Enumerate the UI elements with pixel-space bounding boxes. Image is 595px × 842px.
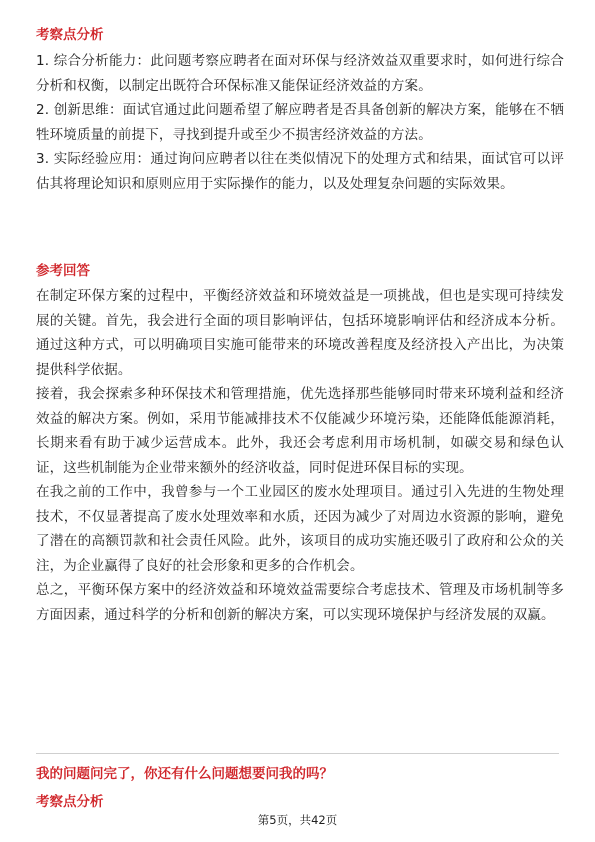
section-2-body: [36, 284, 564, 627]
analysis-item: 2. 创新思维：面试官通过此问题希望了解应聘者是否具备创新的解决方案，能够在不牺牲环境质量的前提下，寻找到提升或至少不损害经济效益的方法。: [36, 102, 564, 143]
section-1-body: [36, 49, 564, 196]
answer-paragraph: 接着，我会探索多种环保技术和管理措施，优先选择那些能够同时带来环境利益和经济效益的解决方案。例如，采用节能减排技术不仅能减少环境污染，还能降低能源消耗，长期来看有助于减少运营成本。此外，我还会考虑利用市场机制，如碳交易和绿色认证，这些机制能为企业带来额外的经济收益，同时促进环保目标的实现。: [36, 386, 564, 476]
answer-paragraph: 总之，平衡环保方案中的经济效益和环境效益需要综合考虑技术、管理及市场机制等多方面因素，通过科学的分析和创新的解决方案，可以实现环境保护与经济发展的双赢。: [36, 582, 564, 623]
section-1-heading: 考察点分析: [36, 27, 104, 43]
section-2-heading: 参考回答: [36, 263, 90, 279]
answer-paragraph: 在我之前的工作中，我曾参与一个工业园区的废水处理项目。通过引入先进的生物处理技术，不仅显著提高了废水处理效率和水质，还因为减少了对周边水资源的影响，避免了潜在的高额罚款和社会责任风险。此外，该项目的成功实施还吸引了政府和公众的关注，为企业赢得了良好的社会形象和更多的合作机会。: [36, 484, 564, 574]
answer-paragraph: 在制定环保方案的过程中，平衡经济效益和环境效益是一项挑战，但也是实现可持续发展的关键。首先，我会进行全面的项目影响评估，包括环境影响评估和经济成本分析。通过这种方式，可以明确项目实施可能带来的环境改善程度及经济投入产出比，为决策提供科学依据。: [36, 288, 564, 378]
section-3-heading: 考察点分析: [36, 794, 104, 810]
question-heading: 我的问题问完了，你还有什么问题想要问我的吗？: [36, 766, 333, 782]
analysis-item: 3. 实际经验应用：通过询问应聘者以往在类似情况下的处理方式和结果，面试官可以评估其将理论知识和原则应用于实际操作的能力，以及处理复杂问题的实际效果。: [36, 151, 564, 192]
analysis-item: 1. 综合分析能力：此问题考察应聘者在面对环保与经济效益双重要求时，如何进行综合分析和权衡，以制定出既符合环保标准又能保证经济效益的方案。: [36, 53, 564, 94]
page-number: 第5页，共42页: [257, 813, 338, 827]
section-divider: [36, 753, 559, 754]
